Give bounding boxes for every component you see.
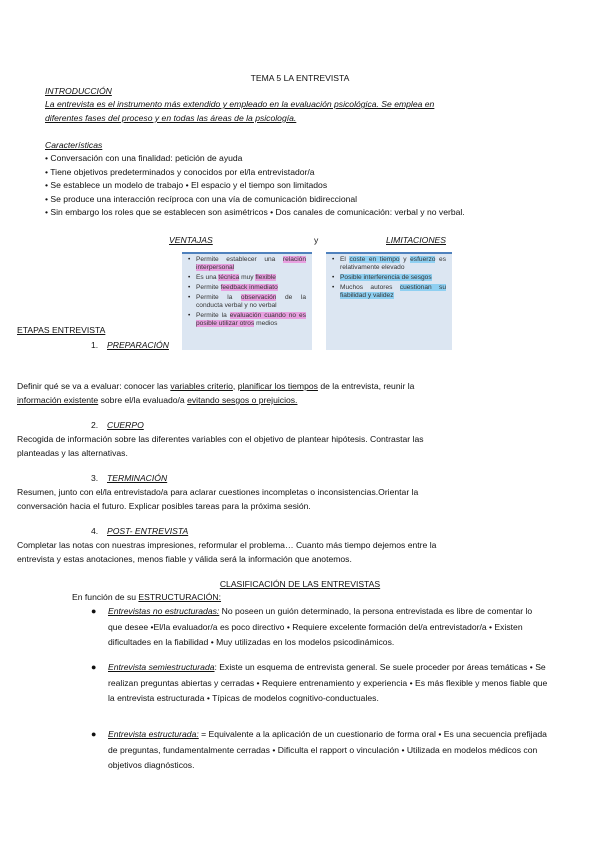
ventaja-item: • Permite la evaluación cuando no es posible utilizar otros medios <box>196 312 306 328</box>
etapas-heading: ETAPAS ENTREVISTA <box>17 325 106 335</box>
characteristics-item: • Sin embargo los roles que se establecen son asimétricos • Dos canales de comunicación: verbal y no verbal. <box>45 207 465 217</box>
bullet-icon: ● <box>91 606 97 616</box>
ventaja-item: • Permite establecer una relación interpersonal <box>196 256 306 272</box>
clasificacion-item: Entrevista semiestructurada: Existe un esquema de entrevista general. Se suele proceder por áreas temáticas • Se realizan preguntas abiertas y cerradas • Requiere entrenamiento y experiencia • Es más flexible y menos fiable que la entrevista estructurada • Típicas de modelos cognitivo-conductuales. <box>108 662 548 703</box>
limitaciones-box <box>326 252 452 350</box>
ventaja-item: • Es una técnica muy flexible <box>196 274 306 282</box>
clasificacion-item: Entrevistas no estructuradas: No poseen un guión determinado, la persona entrevistada es libre de comentar lo que desee •El/la evaluador/a es poco directivo • Requiere excelente formación del/a entrevistador/a • Existen dificultades en la fiabilidad • Muy utilizadas en los modelos psicodinámicos. <box>108 606 533 647</box>
limitacion-item: • Posible interferencia de sesgos <box>340 274 446 282</box>
limitaciones-heading: LIMITACIONES <box>386 235 447 245</box>
intro-line-1: La entrevista es el instrumento más extendido y empleado en la evaluación psicológica. Se emplea en <box>45 99 435 109</box>
step-text: Resumen, junto con el/la entrevistado/a para aclarar cuestiones incompletas o inconsistencias.Orientar la <box>17 487 419 497</box>
page-title: TEMA 5 LA ENTREVISTA <box>250 73 350 83</box>
step-text: Definir qué se va a evaluar: conocer las variables criterio, planificar los tiempos de la entrevista, reunir la <box>17 381 415 391</box>
step-text: Recogida de información sobre las diferentes variables con el objetivo de plantear hipótesis. Contrastar las <box>17 434 424 444</box>
step-heading: 4. POST- ENTREVISTA <box>91 526 189 536</box>
bullet-icon: ● <box>91 662 97 672</box>
clasificacion-intro: En función de su ESTRUCTURACIÓN: <box>72 592 222 602</box>
characteristics-item: • Tiene objetivos predeterminados y conocidos por el/la entrevistador/a <box>45 167 315 177</box>
clasificacion-item: Entrevista estructurada: = Equivalente a la aplicación de un cuestionario de forma oral • Es una secuencia prefijada de preguntas, fundamentalmente cerradas • Dificulta el rapport o vinculación • Utilizada en modelos médicos con objetivos diagnósticos. <box>108 729 547 770</box>
step-text: información existente sobre el/la evaluado/a evitando sesgos o prejuicios. <box>17 395 298 405</box>
characteristics-heading: Características <box>45 140 103 150</box>
intro-heading: INTRODUCCIÓN <box>45 86 112 96</box>
characteristics-item: • Se establece un modelo de trabajo • El espacio y el tiempo son limitados <box>45 180 328 190</box>
characteristics-item: • Se produce una interacción recíproca con una vía de comunicación bidireccional <box>45 194 358 204</box>
step-text: Completar las notas con nuestras impresiones, reformular el problema… Cuanto más tiempo dejemos entre la <box>17 540 437 550</box>
step-text: planteadas y las alternativas. <box>17 448 128 458</box>
clasificacion-heading: CLASIFICACIÓN DE LAS ENTREVISTAS <box>219 579 381 589</box>
step-text: conversación hacia el futuro. Explicar posibles tareas para la próxima sesión. <box>17 501 311 511</box>
limitacion-item: • El coste en tiempo y esfuerzo es relativamente elevado <box>340 256 446 272</box>
step-heading: 2. CUERPO <box>91 420 144 430</box>
intro-line-2: diferentes fases del proceso y en todas las áreas de la psicología. <box>45 113 297 123</box>
ventaja-item: • Permite feedback inmediato <box>196 284 306 292</box>
step-heading: 3. TERMINACIÓN <box>91 473 168 483</box>
ventaja-item: • Permite la observación de la conducta verbal y no verbal <box>196 294 306 310</box>
characteristics-item: • Conversación con una finalidad: petición de ayuda <box>45 153 243 163</box>
step-text: entrevista y estas anotaciones, menos fiable y válida será la información que anotemos. <box>17 554 352 564</box>
bullet-icon: ● <box>91 729 97 739</box>
step-heading: 1. PREPARACIÓN <box>91 340 169 350</box>
comparison-connector: y <box>314 235 319 245</box>
ventajas-heading: VENTAJAS <box>169 235 213 245</box>
limitacion-item: • Muchos autores cuestionan su fiabilidad y validez <box>340 284 446 300</box>
ventajas-box <box>182 252 312 350</box>
